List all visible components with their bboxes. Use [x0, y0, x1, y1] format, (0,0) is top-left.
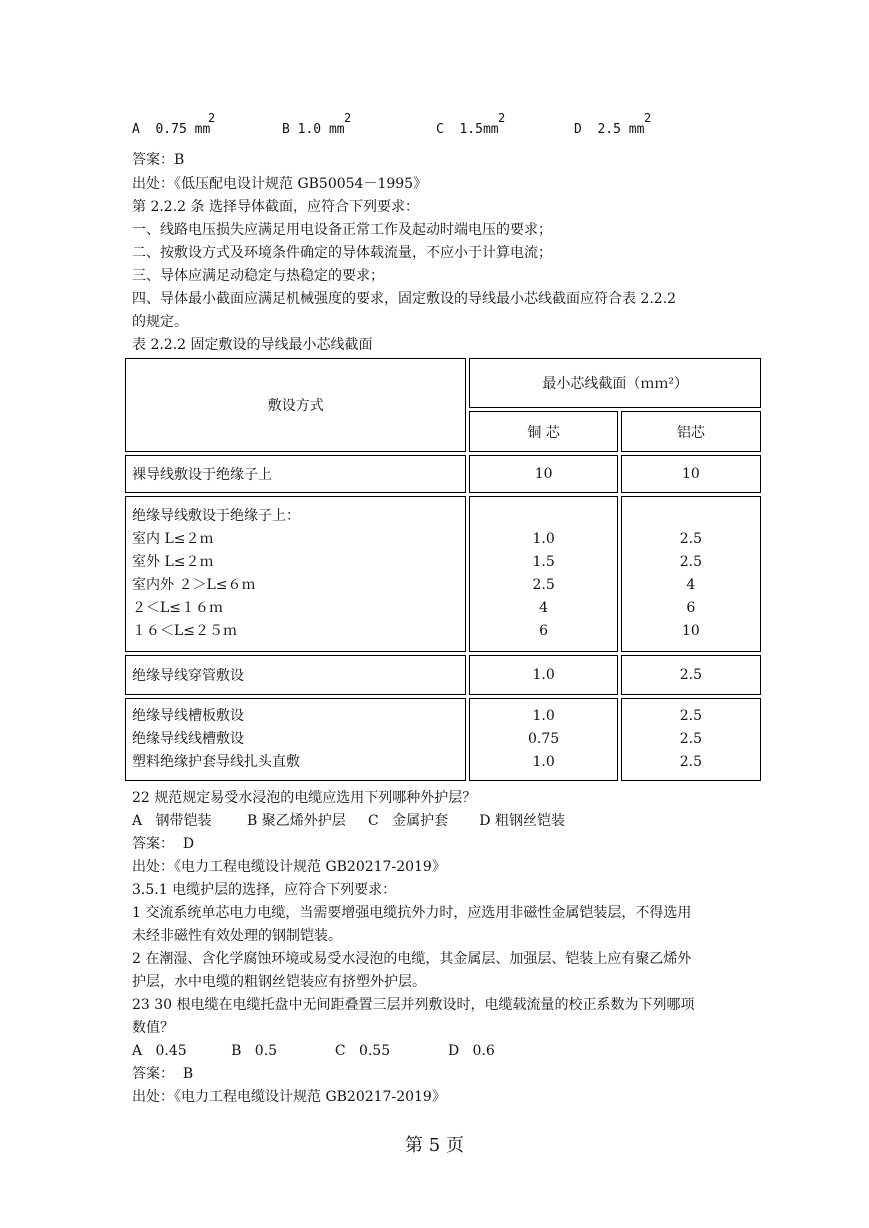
q23-source: 出处：《电力工程电缆设计规范 GB20217-2019》	[132, 1089, 446, 1105]
row2-methods: 绝缘导线敷设于绝缘子上： 室内 L≤２ｍ 室外 L≤２ｍ 室内外 ２＞L≤６ｍ ２＜L≤１６ｍ １６＜L≤２５ｍ	[125, 496, 466, 652]
page-number: 第 5 页	[405, 1135, 464, 1156]
q23-answer: 答案： B	[132, 1066, 194, 1082]
row4-aluminum: 2.5 2.5 2.5	[621, 698, 761, 781]
clause-3-5-1-item1-cont: 未经非磁性有效处理的钢制铠装。	[132, 928, 342, 944]
clause-item-2: 二、按敷设方式及环境条件确定的导体载流量，不应小于计算电流；	[132, 245, 552, 261]
header-method: 敷设方式	[125, 358, 466, 452]
row1-copper: 10	[469, 455, 617, 493]
answer-line: 答案：B	[132, 152, 185, 168]
row4-copper: 1.0 0.75 1.0	[469, 698, 617, 781]
clause-item-4-cont: 的规定。	[132, 314, 188, 330]
q22-answer: 答案： D	[132, 836, 195, 852]
table-row	[125, 496, 761, 652]
q22-options: A 钢带铠装 B 聚乙烯外护层 C 金属护套 D 粗钢丝铠装	[132, 813, 565, 829]
row3-copper: 1.0	[469, 655, 617, 695]
row3-method: 绝缘导线穿管敷设	[125, 655, 466, 695]
header-aluminum: 铝芯	[621, 411, 761, 451]
clause-3-5-1-item2: 2 在潮湿、含化学腐蚀环境或易受水浸泡的电缆，其金属层、加强层、铠装上应有聚乙烯外	[132, 951, 692, 967]
table-caption: 表 2.2.2 固定敷设的导线最小芯线截面	[132, 337, 373, 353]
source-line: 出处：《低压配电设计规范 GB50054－1995》	[132, 176, 428, 192]
row4-methods: 绝缘导线槽板敷设 绝缘导线线槽敷设 塑料绝缘护套导线扎头直敷	[125, 698, 466, 781]
row1-aluminum: 10	[621, 455, 761, 493]
row2-aluminum: 2.5 2.5 4 6 10	[621, 496, 761, 652]
option-b: B 1.0 mm 2	[282, 111, 352, 137]
option-a: A 0.75 mm 2	[132, 111, 216, 137]
row3-aluminum: 2.5	[621, 655, 761, 695]
q21-options	[132, 112, 772, 144]
clause-item-3: 三、导体应满足动稳定与热稳定的要求；	[132, 268, 384, 284]
option-d: D 2.5 mm 2	[574, 111, 652, 137]
header-copper: 铜 芯	[469, 411, 617, 451]
q22-source: 出处：《电力工程电缆设计规范 GB20217-2019》	[132, 859, 446, 875]
min-section-table	[122, 355, 764, 784]
q23-options: A 0.45 B 0.5 C 0.55 D 0.6	[132, 1043, 495, 1059]
question-23: 23 30 根电缆在电缆托盘中无间距叠置三层并列敷设时，电缆载流量的校正系数为下列哪项	[132, 997, 695, 1013]
table-row	[125, 455, 761, 493]
clause-3-5-1-item1: 1 交流系统单芯电力电缆，当需要增强电缆抗外力时，应选用非磁性金属铠装层，不得选用	[132, 905, 692, 921]
row2-copper: 1.0 1.5 2.5 4 6	[469, 496, 617, 652]
clause-item-1: 一、线路电压损失应满足用电设备正常工作及起动时端电压的要求；	[132, 222, 552, 238]
question-22: 22 规范规定易受水浸泡的电缆应选用下列哪种外护层？	[132, 790, 477, 806]
clause-3-5-1: 3.5.1 电缆护层的选择，应符合下列要求：	[132, 882, 397, 898]
row1-method: 裸导线敷设于绝缘子上	[125, 455, 466, 493]
clause-title: 第 2.2.2 条 选择导体截面，应符合下列要求：	[132, 199, 419, 215]
table-row	[125, 698, 761, 781]
header-min-section: 最小芯线截面（ｍｍ²）	[469, 358, 761, 408]
clause-item-4: 四、导体最小截面应满足机械强度的要求，固定敷设的导线最小芯线截面应符合表 2.2.2	[132, 291, 677, 307]
clause-3-5-1-item2-cont: 护层，水中电缆的粗钢丝铠装应有挤塑外护层。	[132, 974, 426, 990]
question-23-cont: 数值？	[132, 1020, 174, 1036]
option-c: C 1.5mm 2	[436, 111, 506, 137]
table-row	[125, 655, 761, 695]
